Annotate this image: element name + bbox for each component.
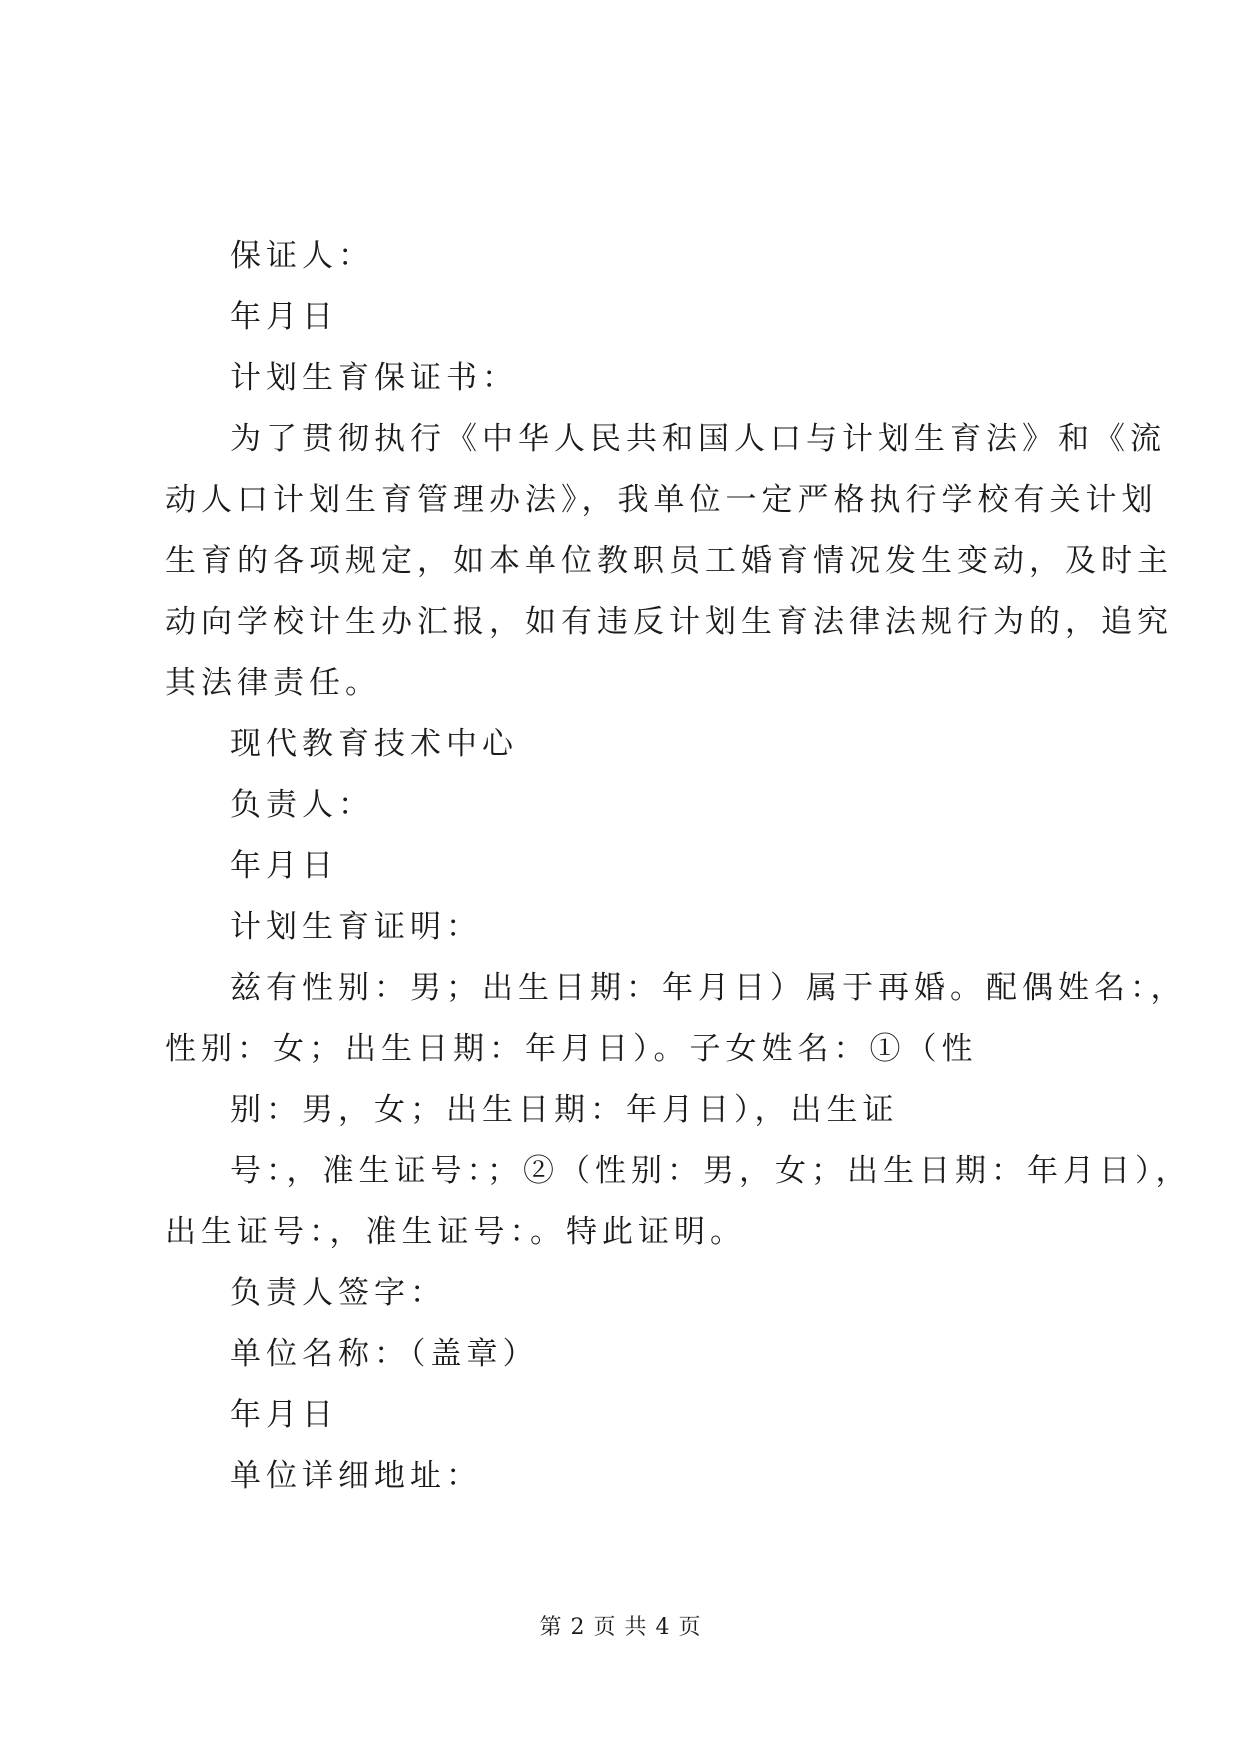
section-heading: 计划生育保证书： — [230, 360, 518, 396]
paragraph-line: 别：男，女；出生日期：年月日），出生证 — [230, 1092, 899, 1128]
date-line: 年月日 — [230, 848, 338, 884]
paragraph-line: 性别：女；出生日期：年月日）。子女姓名：①（性 — [165, 1031, 978, 1067]
date-line: 年月日 — [230, 299, 338, 335]
date-line: 年月日 — [230, 1397, 338, 1433]
paragraph-line: 生育的各项规定，如本单位教职员工婚育情况发生变动，及时主 — [165, 543, 1173, 579]
paragraph-line: 出生证号：，准生证号：。特此证明。 — [165, 1214, 746, 1250]
organization-name: 现代教育技术中心 — [230, 726, 518, 762]
paragraph-line: 为了贯彻执行《中华人民共和国人口与计划生育法》和《流 — [230, 421, 1166, 457]
paragraph-line: 动人口计划生育管理办法》，我单位一定严格执行学校有关计划 — [165, 482, 1158, 518]
paragraph-line: 兹有性别：男；出生日期：年月日）属于再婚。配偶姓名：， — [230, 970, 1187, 1006]
paragraph-line: 号：，准生证号：；②（性别：男，女；出生日期：年月日）， — [230, 1153, 1192, 1189]
unit-address-label: 单位详细地址： — [230, 1458, 482, 1494]
page-footer: 第 2 页 共 4 页 — [539, 1615, 702, 1640]
unit-name-label: 单位名称：（盖章） — [230, 1336, 539, 1372]
section-heading: 计划生育证明： — [230, 909, 482, 945]
guarantor-label: 保证人： — [230, 238, 374, 274]
paragraph-line: 其法律责任。 — [165, 665, 381, 701]
signature-label: 负责人签字： — [230, 1275, 446, 1311]
paragraph-line: 动向学校计生办汇报，如有违反计划生育法律法规行为的，追究 — [165, 604, 1173, 640]
responsible-person-label: 负责人： — [230, 787, 374, 823]
